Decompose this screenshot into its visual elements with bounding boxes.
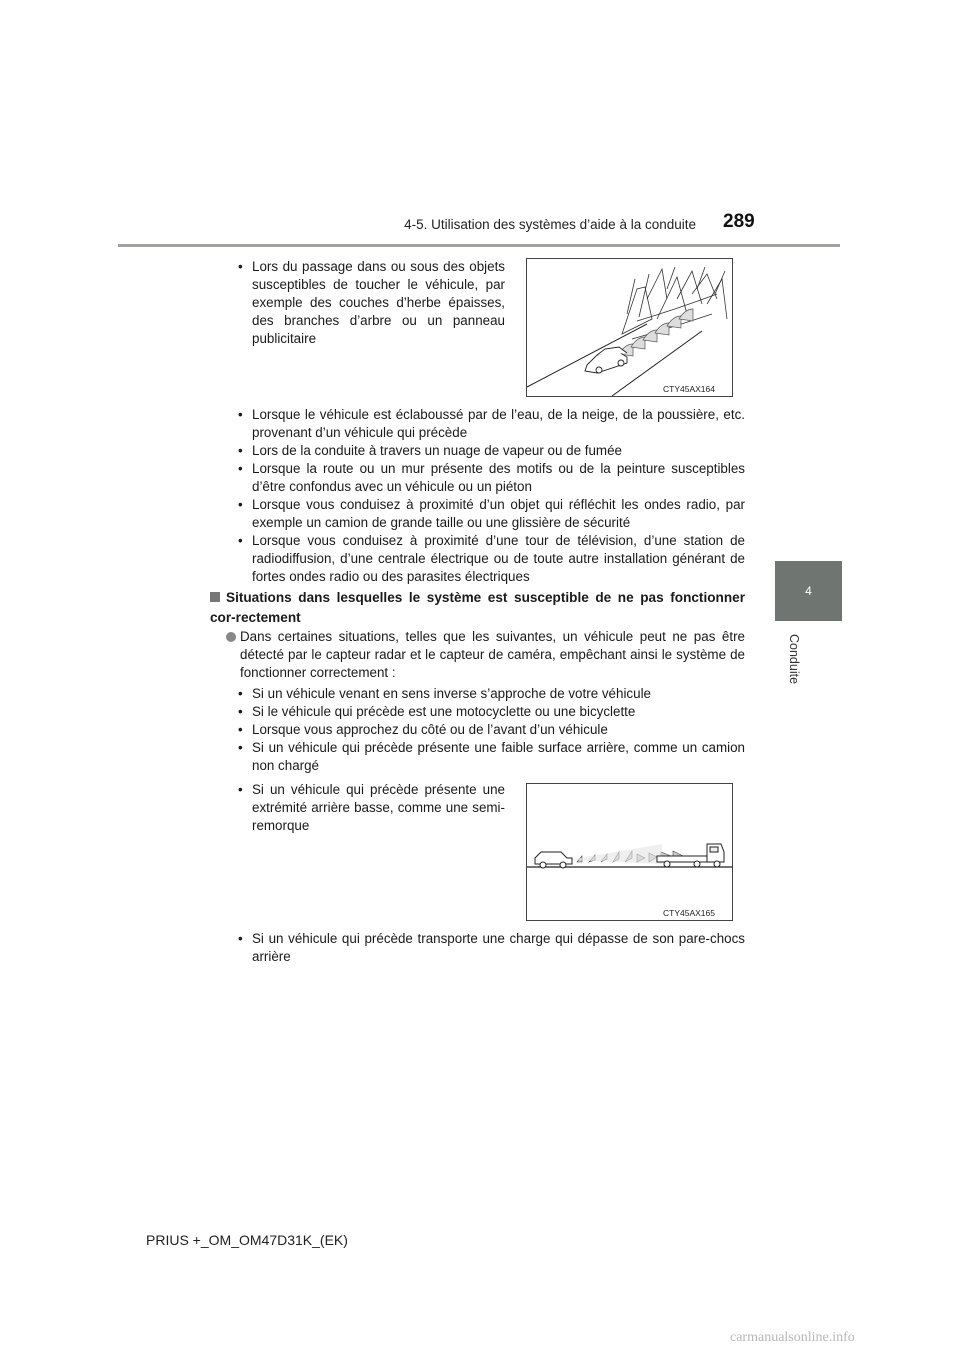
list-item: • Lorsque vous approchez du côté ou de l’avant d’un véhicule bbox=[238, 722, 608, 737]
list-item: • Lorsque le véhicule est éclaboussé par de l’eau, de la neige, de la poussière, etc. provenant d’un véhicule qui précède bbox=[238, 407, 745, 440]
chapter-label: Conduite bbox=[787, 634, 801, 685]
figure-code: CTY45AX165 bbox=[663, 908, 715, 918]
chapter-number: 4 bbox=[805, 584, 812, 598]
square-bullet-icon bbox=[210, 592, 220, 602]
car-behind-low-trailer-illustration bbox=[527, 784, 732, 920]
header-divider bbox=[118, 244, 840, 247]
chapter-tab bbox=[775, 561, 842, 621]
figure-car-under-branches bbox=[526, 258, 733, 397]
header-section-title: 4-5. Utilisation des systèmes d’aide à la conduite bbox=[404, 217, 696, 232]
list-item: • Si un véhicule venant en sens inverse s’approche de votre véhicule bbox=[238, 686, 651, 701]
list-item: • Lorsque vous conduisez à proximité d’une tour de télévision, d’une station de radiodiffusion, d’une centrale électrique ou de toute autre installation générant de fortes ondes radio ou des parasites électriques bbox=[238, 533, 745, 584]
list-item: • Si un véhicule qui précède présente une extrémité arrière basse, comme une semi-remorque bbox=[238, 782, 505, 833]
car-under-branches-illustration bbox=[527, 259, 732, 396]
list-item: • Lors du passage dans ou sous des objets susceptibles de toucher le véhicule, par exemple des couches d’herbe épaisses, des branches d’arbre ou un panneau publicitaire bbox=[238, 259, 505, 346]
list-item: • Si un véhicule qui précède présente une faible surface arrière, comme un camion non chargé bbox=[238, 740, 745, 773]
watermark: carmanualsonline.info bbox=[730, 1330, 855, 1345]
page-number: 289 bbox=[723, 211, 755, 232]
list-item: • Lorsque la route ou un mur présente des motifs ou de la peinture susceptibles d’être confondus avec un véhicule ou un piéton bbox=[238, 461, 745, 494]
list-item: • Lorsque vous conduisez à proximité d’un objet qui réfléchit les ondes radio, par exemple un camion de grande taille ou une glissière de sécurité bbox=[238, 497, 745, 530]
list-item: • Si le véhicule qui précède est une motocyclette ou une bicyclette bbox=[238, 704, 636, 719]
list-item: • Lors de la conduite à travers un nuage de vapeur ou de fumée bbox=[238, 443, 622, 458]
figure-code: CTY45AX164 bbox=[663, 384, 715, 394]
circle-list-item: Dans certaines situations, telles que les suivantes, un véhicule peut ne pas être détecté par le capteur radar et le capteur de caméra, empêchant ainsi le système de fonctionner correctement : bbox=[226, 628, 745, 682]
list-item: • Si un véhicule qui précède transporte une charge qui dépasse de son pare-chocs arrière bbox=[238, 931, 745, 964]
section-heading: Situations dans lesquelles le système est susceptible de ne pas fonctionner cor-rectement bbox=[210, 590, 745, 625]
footer-model-code: PRIUS +_OM_OM47D31K_(EK) bbox=[146, 1232, 348, 1248]
circle-bullet-icon bbox=[226, 632, 236, 642]
figure-car-behind-trailer bbox=[526, 783, 733, 921]
